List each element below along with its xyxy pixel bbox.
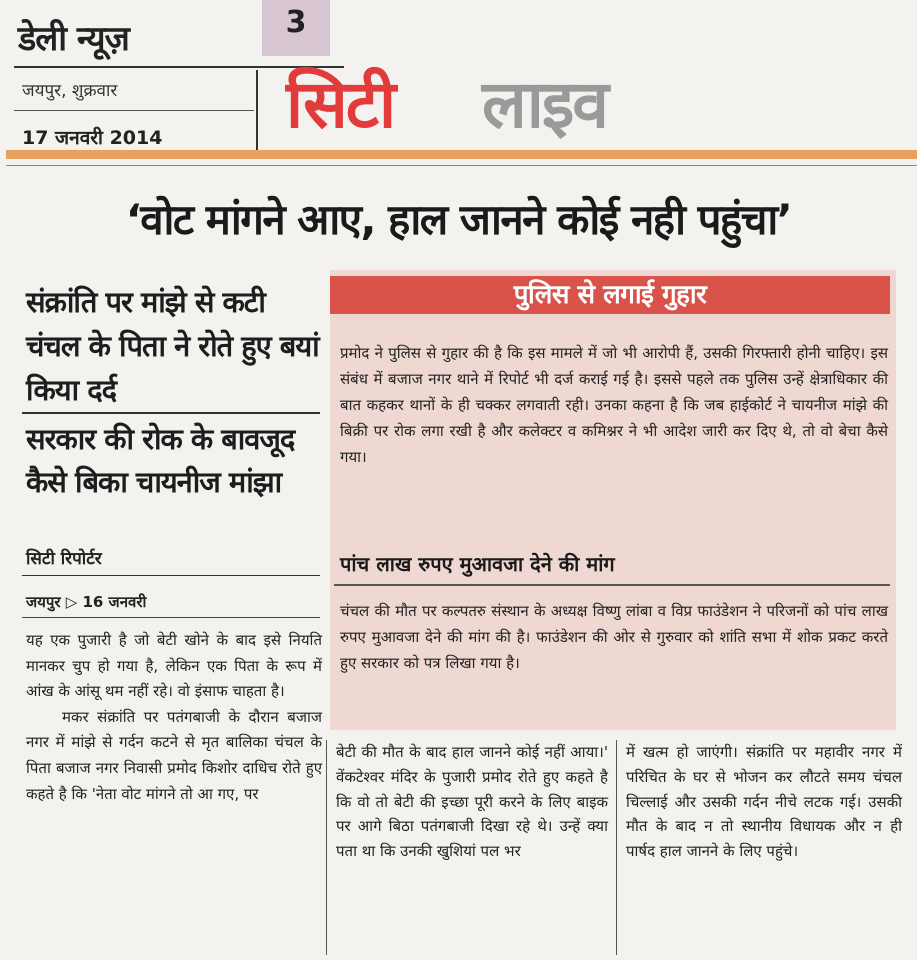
byline: सिटी रिपोर्टर [26, 549, 102, 569]
city-day: जयपुर, शुक्रवार [22, 81, 118, 101]
subheading-rule [22, 412, 320, 414]
dateline: जयपुर ▷ 16 जनवरी [26, 593, 147, 611]
column-divider [616, 740, 617, 955]
section-title-city: सिटी [286, 65, 395, 143]
box-subheading-rule [334, 584, 890, 586]
box-body-1: प्रमोद ने पुलिस से गुहार की है कि इस मामले में जो भी आरोपी हैं, उसकी गिरफ्तारी होनी चाहिए। इस संबंध में बजाज नगर थाने में रिपोर्ट भी दर्ज कराई गई है। इससे पहले तक पुलिस उन्हें क्षेत्राधिकार की बात कहकर थानों के ही चक्कर लगवाती रही। उनका कहना है कि जब हाईकोर्ट ने चायनीज मांझे की बिक्री पर रोक लगा रखी है और कलेक्टर व कमिश्नर ने भी आदेश जारी कर दिए थे, तो वो बेचा कैसे गया। [340, 344, 888, 466]
paragraph: यह एक पुजारी है जो बेटी खोने के बाद इसे नियति मानकर चुप हो गया है, लेकिन एक पिता के रूप में आंख के आंसू थम नहीं रहे। वो इंसाफ चाहता है। [26, 631, 322, 701]
article-body-right: में खत्म हो जाएंगी। संक्रांति पर महावीर नगर में परिचित के घर से भोजन कर लौटते समय चंचल चिल्लाई और उसकी गर्दन नीचे लटक गई। उसकी मौत के बाद न तो स्थानीय विधायक और न ही पार्षद हाल जानने के लिए पहुंचे। [626, 743, 902, 861]
orange-divider [6, 150, 917, 159]
section-title-live: लाइव [482, 65, 607, 143]
box-body-2: चंचल की मौत पर कल्पतरु संस्थान के अध्यक्ष विष्णु लांबा व विप्र फाउंडेशन ने परिजनों को पांच लाख रुपए मुआवजा देने की मांग की है। फाउंडेशन की ओर से गुरुवार को शांति सभा में शोक प्रकट करते हुए सरकार को पत्र लिखा गया है। [340, 602, 888, 672]
paragraph: मकर संक्रांति पर पतंगबाजी के दौरान बजाज नगर में मांझे से गर्दन कटने से मृत बालिका चंचल के पिता बजाज नगर निवासी प्रमोद किशोर दाधिच रोते हुए कहते है कि 'नेता वोट मांगने तो आ गए, पर [26, 707, 322, 803]
main-headline: ‘वोट मांगने आए, हाल जानने कोई नही पहुंचा’ [125, 195, 792, 244]
dateline-rule [22, 617, 320, 618]
article-body-middle: बेटी की मौत के बाद हाल जानने कोई नहीं आया।' वेंकटेश्वर मंदिर के पुजारी प्रमोद रोते हुए कहते है कि वो तो बेटी की इच्छा पूरी करने के लिए बाइक पर आगे बिठा पतंगबाजी दिखा रहे थे। उन्हें क्या पता था कि उनकी खुशियां पल भर [336, 743, 608, 861]
byline-rule [22, 575, 320, 576]
subheading-2: सरकार की रोक के बावजूद कैसे बिका चायनीज मांझा [26, 422, 295, 499]
box-subheading: पांच लाख रुपए मुआवजा देने की मांग [340, 552, 615, 576]
box-header: पुलिस से लगाई गुहार [330, 276, 890, 314]
date-rule [14, 110, 254, 111]
page-number: 3 [285, 5, 307, 40]
article-body-left [26, 628, 322, 807]
subheading-1: संक्रांति पर मांझे से कटी चंचल के पिता ने रोते हुए बयां किया दर्द [26, 285, 319, 407]
newspaper-name: डेली न्यूज़ [18, 19, 129, 59]
publication-date: 17 जनवरी 2014 [22, 127, 163, 149]
masthead-divider [256, 70, 258, 158]
column-divider [326, 740, 327, 955]
thin-divider [6, 165, 917, 166]
